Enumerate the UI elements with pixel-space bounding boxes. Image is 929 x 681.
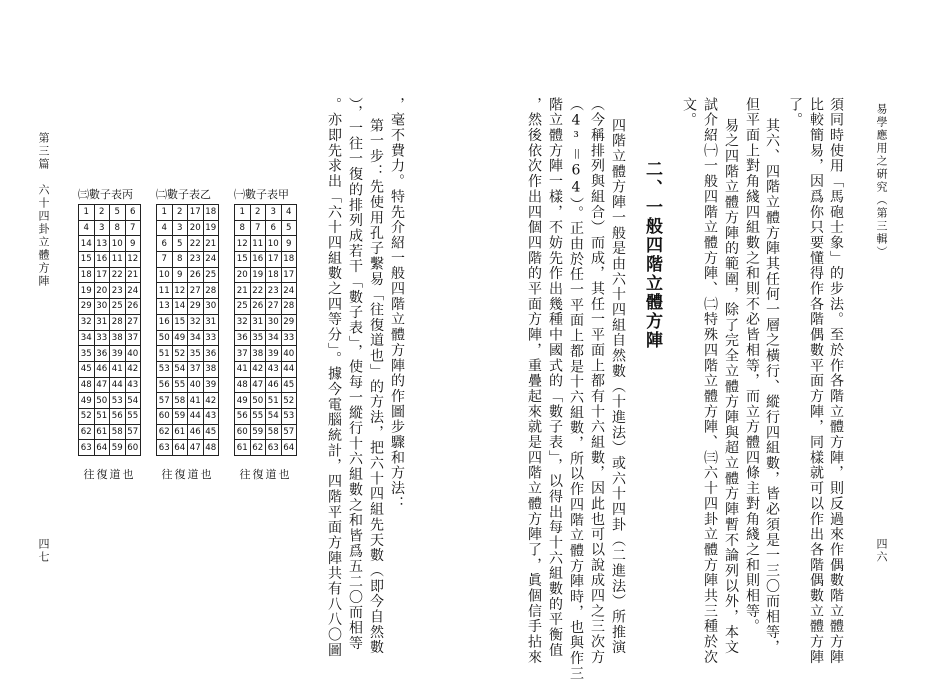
table-footer: 往復道也: [239, 468, 292, 481]
table-cell: 20: [235, 267, 251, 283]
table-cell: 45: [79, 361, 95, 377]
table-cell: 51: [157, 346, 173, 362]
table-cell: 1: [235, 205, 251, 221]
table-cell: 22: [110, 267, 126, 283]
table-cell: 26: [188, 267, 204, 283]
running-head: 第三篇 六十四卦立體方陣: [37, 132, 50, 288]
text-column: 第一步：先使用孔子繫易「往復道也」的方法，把六十四組先天數（即今自然數: [368, 118, 384, 656]
table-row: [235, 267, 297, 283]
table-cell: 4: [157, 220, 173, 236]
table-cell: 6: [125, 205, 141, 221]
table-cell: 30: [203, 299, 219, 315]
table-grid: [234, 204, 297, 456]
table-cell: 49: [235, 393, 251, 409]
table-cell: 20: [94, 283, 110, 299]
table-cell: 28: [110, 314, 126, 330]
table-row: [235, 346, 297, 362]
table-row: [157, 267, 219, 283]
number-table-c: [78, 186, 141, 482]
table-cell: 36: [203, 346, 219, 362]
table-row: [79, 299, 141, 315]
table-cell: 14: [79, 236, 95, 252]
table-row: [235, 205, 297, 221]
table-row: [235, 314, 297, 330]
table-cell: 41: [110, 361, 126, 377]
table-cell: 64: [281, 440, 297, 456]
table-cell: 50: [157, 330, 173, 346]
table-row: [79, 220, 141, 236]
table-cell: 52: [281, 393, 297, 409]
table-cell: 47: [188, 440, 204, 456]
table-cell: 12: [172, 283, 188, 299]
table-cell: 64: [94, 440, 110, 456]
table-cell: 7: [157, 252, 173, 268]
text-column: ，毫不費力。特先介紹一般四階立體方陣的作圖步驟和方法：: [389, 97, 405, 512]
table-cell: 17: [188, 205, 204, 221]
table-cell: 40: [125, 346, 141, 362]
table-cell: 52: [79, 408, 95, 424]
table-cell: 53: [157, 361, 173, 377]
table-cell: 11: [157, 283, 173, 299]
table-title: ㈡數子表乙: [156, 188, 211, 201]
table-row: [79, 205, 141, 221]
table-cell: 16: [94, 252, 110, 268]
table-cell: 48: [79, 377, 95, 393]
table-cell: 2: [250, 205, 266, 221]
table-row: [235, 299, 297, 315]
table-cell: 24: [125, 283, 141, 299]
table-cell: 22: [188, 236, 204, 252]
table-cell: 63: [266, 440, 282, 456]
table-row: [157, 236, 219, 252]
table-cell: 10: [110, 236, 126, 252]
table-cell: 27: [266, 299, 282, 315]
table-row: [157, 252, 219, 268]
table-cell: 8: [235, 220, 251, 236]
table-cell: 59: [172, 408, 188, 424]
table-cell: 2: [172, 205, 188, 221]
table-cell: 19: [203, 220, 219, 236]
table-row: [235, 393, 297, 409]
table-cell: 52: [172, 346, 188, 362]
table-cell: 55: [250, 408, 266, 424]
table-cell: 35: [79, 346, 95, 362]
table-row: [157, 393, 219, 409]
table-cell: 3: [94, 220, 110, 236]
table-cell: 33: [203, 330, 219, 346]
table-cell: 27: [125, 314, 141, 330]
table-cell: 42: [250, 361, 266, 377]
table-cell: 20: [188, 220, 204, 236]
table-cell: 23: [266, 283, 282, 299]
table-cell: 58: [172, 393, 188, 409]
table-cell: 42: [125, 361, 141, 377]
text-column: （今稱排列與組合）而成，其任一平面上都有十六組數，因此也可以說成四之三次方: [589, 97, 605, 665]
table-cell: 50: [250, 393, 266, 409]
table-cell: 62: [250, 440, 266, 456]
table-row: [157, 330, 219, 346]
table-cell: 15: [79, 252, 95, 268]
table-cell: 46: [94, 361, 110, 377]
table-cell: 54: [172, 361, 188, 377]
table-cell: 18: [281, 252, 297, 268]
table-cell: 58: [266, 424, 282, 440]
table-cell: 43: [125, 377, 141, 393]
table-cell: 3: [266, 205, 282, 221]
table-cell: 60: [157, 408, 173, 424]
table-row: [79, 408, 141, 424]
table-row: [235, 236, 297, 252]
table-cell: 55: [125, 408, 141, 424]
table-footer: 往復道也: [83, 468, 136, 481]
text-column: 文。: [681, 97, 697, 128]
right-page: [465, 0, 929, 681]
table-cell: 59: [110, 440, 126, 456]
table-row: [157, 377, 219, 393]
table-cell: 24: [203, 252, 219, 268]
text-column: （4³＝64）。正由於任一平面上都是十六組數，所以作四階立體方陣時，也與作三: [568, 97, 584, 681]
table-cell: 48: [235, 377, 251, 393]
table-cell: 37: [125, 330, 141, 346]
table-cell: 57: [157, 393, 173, 409]
table-cell: 16: [157, 314, 173, 330]
table-footer: 往復道也: [161, 468, 214, 481]
running-head: 易學應用之硏究（第三輯）: [875, 103, 888, 259]
table-cell: 15: [172, 314, 188, 330]
table-cell: 61: [94, 424, 110, 440]
table-cell: 8: [172, 252, 188, 268]
table-cell: 30: [266, 314, 282, 330]
table-cell: 30: [94, 299, 110, 315]
text-column: 試介紹㈠一般四階立體方陣、㈡特殊四階立體方陣、㈢六十四卦立體方陣共三種於次: [702, 97, 718, 665]
page-number: 四六: [875, 538, 888, 564]
table-cell: 18: [79, 267, 95, 283]
table-cell: 23: [188, 252, 204, 268]
table-cell: 36: [94, 346, 110, 362]
table-row: [235, 252, 297, 268]
table-row: [235, 283, 297, 299]
text-column: 其六、四階立體方陣其任何一層之橫行、縱行四組數，皆必須是一三〇而相等，: [764, 118, 780, 656]
table-cell: 41: [235, 361, 251, 377]
table-cell: 44: [281, 361, 297, 377]
table-cell: 45: [203, 424, 219, 440]
table-cell: 29: [281, 314, 297, 330]
table-cell: 45: [281, 377, 297, 393]
table-row: [79, 283, 141, 299]
table-cell: 39: [266, 346, 282, 362]
table-cell: 15: [235, 252, 251, 268]
table-row: [157, 205, 219, 221]
table-cell: 62: [157, 424, 173, 440]
table-cell: 4: [79, 220, 95, 236]
table-row: [235, 424, 297, 440]
table-cell: 27: [188, 283, 204, 299]
table-cell: 6: [266, 220, 282, 236]
table-cell: 24: [281, 283, 297, 299]
table-cell: 39: [203, 377, 219, 393]
table-cell: 19: [250, 267, 266, 283]
table-cell: 43: [266, 361, 282, 377]
table-cell: 63: [157, 440, 173, 456]
table-cell: 32: [188, 314, 204, 330]
table-cell: 39: [110, 346, 126, 362]
text-column: 但平面上對角綫四組數之和則不必皆相等，而立方體四條主對角綫之和則相等。: [744, 97, 760, 635]
table-row: [79, 314, 141, 330]
table-cell: 56: [235, 408, 251, 424]
table-cell: 11: [250, 236, 266, 252]
table-cell: 47: [250, 377, 266, 393]
table-cell: 38: [110, 330, 126, 346]
table-cell: 23: [110, 283, 126, 299]
table-cell: 57: [125, 424, 141, 440]
table-cell: 34: [79, 330, 95, 346]
text-column: 比較簡易，因爲你只要懂得作各階偶數平面方陣，同樣就可以作出各階偶數立體方陣: [808, 97, 824, 665]
table-cell: 1: [79, 205, 95, 221]
table-cell: 51: [94, 408, 110, 424]
table-row: [235, 440, 297, 456]
table-row: [157, 424, 219, 440]
table-cell: 58: [110, 424, 126, 440]
table-cell: 51: [266, 393, 282, 409]
table-cell: 25: [203, 267, 219, 283]
table-cell: 21: [203, 236, 219, 252]
table-cell: 21: [125, 267, 141, 283]
table-cell: 54: [125, 393, 141, 409]
table-row: [79, 424, 141, 440]
table-row: [235, 408, 297, 424]
table-row: [79, 346, 141, 362]
table-cell: 29: [79, 299, 95, 315]
table-cell: 14: [172, 299, 188, 315]
table-cell: 55: [172, 377, 188, 393]
table-cell: 49: [172, 330, 188, 346]
table-cell: 38: [203, 361, 219, 377]
table-cell: 42: [203, 393, 219, 409]
table-cell: 44: [188, 408, 204, 424]
table-cell: 9: [125, 236, 141, 252]
table-cell: 57: [281, 424, 297, 440]
table-cell: 5: [172, 236, 188, 252]
table-cell: 7: [125, 220, 141, 236]
table-cell: 2: [94, 205, 110, 221]
text-column: 四階立體方陣一般是由六十四組自然數（十進法）或六十四卦（二進法）所推演: [610, 118, 626, 656]
table-cell: 26: [250, 299, 266, 315]
table-cell: 5: [110, 205, 126, 221]
table-cell: 54: [266, 408, 282, 424]
table-row: [79, 236, 141, 252]
table-cell: 40: [281, 346, 297, 362]
table-cell: 43: [203, 408, 219, 424]
table-cell: 32: [235, 314, 251, 330]
text-column: 易之四階立體方陣的範圍，除了完全立體方陣與超立體方陣暫不論列以外，本文: [723, 118, 739, 656]
table-cell: 46: [188, 424, 204, 440]
table-cell: 49: [79, 393, 95, 409]
table-cell: 12: [125, 252, 141, 268]
table-cell: 31: [203, 314, 219, 330]
table-cell: 9: [172, 267, 188, 283]
table-cell: 61: [235, 440, 251, 456]
table-cell: 21: [235, 283, 251, 299]
table-cell: 22: [250, 283, 266, 299]
table-title: ㈢數子表丙: [78, 188, 133, 201]
table-cell: 26: [125, 299, 141, 315]
table-cell: 28: [281, 299, 297, 315]
table-row: [157, 220, 219, 236]
table-row: [235, 361, 297, 377]
table-cell: 34: [188, 330, 204, 346]
text-column: 階立體方陣一樣，不妨先作出幾種中國式的「數子表」，以得出每十六組數的平衡值: [547, 97, 563, 658]
table-cell: 56: [110, 408, 126, 424]
table-cell: 34: [266, 330, 282, 346]
table-cell: 50: [94, 393, 110, 409]
table-cell: 6: [157, 236, 173, 252]
table-cell: 3: [172, 220, 188, 236]
table-cell: 11: [110, 252, 126, 268]
table-cell: 10: [157, 267, 173, 283]
table-row: [79, 377, 141, 393]
table-cell: 35: [188, 346, 204, 362]
table-cell: 53: [110, 393, 126, 409]
table-cell: 29: [188, 299, 204, 315]
table-cell: 25: [235, 299, 251, 315]
table-cell: 8: [110, 220, 126, 236]
table-cell: 25: [110, 299, 126, 315]
table-cell: 37: [235, 346, 251, 362]
table-cell: 53: [281, 408, 297, 424]
table-grid: [156, 204, 219, 456]
table-cell: 12: [235, 236, 251, 252]
text-column: ，然後依次作出四個四階的平面方陣，重疊起來就是四階立體方陣了，眞個信手拈來: [526, 97, 542, 665]
table-cell: 10: [266, 236, 282, 252]
table-cell: 62: [79, 424, 95, 440]
text-column: 了。: [787, 97, 803, 128]
table-cell: 56: [157, 377, 173, 393]
table-cell: 18: [266, 267, 282, 283]
table-cell: 48: [203, 440, 219, 456]
table-row: [79, 440, 141, 456]
table-row: [79, 252, 141, 268]
table-row: [157, 346, 219, 362]
table-cell: 7: [250, 220, 266, 236]
table-row: [79, 330, 141, 346]
table-cell: 47: [94, 377, 110, 393]
table-cell: 33: [281, 330, 297, 346]
table-cell: 13: [94, 236, 110, 252]
table-cell: 38: [250, 346, 266, 362]
section-heading: 二、一般四階立體方陣: [642, 160, 662, 350]
text-column: 須同時使用「馬砲士象」的步法。至於作各階立體方陣，則反過來作偶數階立體方陣: [828, 97, 844, 665]
left-page: [0, 0, 464, 659]
table-cell: 9: [281, 236, 297, 252]
table-cell: 17: [281, 267, 297, 283]
table-cell: 40: [188, 377, 204, 393]
table-cell: 17: [266, 252, 282, 268]
table-row: [79, 393, 141, 409]
table-row: [79, 361, 141, 377]
table-row: [157, 299, 219, 315]
table-grid: [78, 204, 141, 456]
table-cell: 59: [250, 424, 266, 440]
table-cell: 61: [172, 424, 188, 440]
table-cell: 16: [250, 252, 266, 268]
table-row: [157, 283, 219, 299]
page-number: 四七: [37, 538, 50, 564]
text-column: ），一往一復的排列成若干「數子表」，使每一縱行十六組數之和皆爲五二〇而相等: [347, 97, 363, 651]
table-cell: 32: [79, 314, 95, 330]
table-cell: 28: [203, 283, 219, 299]
table-cell: 64: [172, 440, 188, 456]
table-cell: 33: [94, 330, 110, 346]
table-cell: 31: [250, 314, 266, 330]
number-table-b: [156, 186, 219, 482]
table-row: [157, 408, 219, 424]
table-cell: 31: [94, 314, 110, 330]
table-cell: 46: [266, 377, 282, 393]
table-cell: 63: [79, 440, 95, 456]
text-column: 。亦即先求出「六十四組數之四等分」。據今電腦統計，四階平面方陣共有八八〇圖: [326, 97, 342, 658]
table-cell: 17: [94, 267, 110, 283]
table-row: [157, 361, 219, 377]
table-title: ㈠數子表甲: [234, 188, 289, 201]
number-table-a: [234, 186, 297, 482]
table-cell: 18: [203, 205, 219, 221]
table-row: [157, 440, 219, 456]
table-cell: 1: [157, 205, 173, 221]
table-row: [235, 220, 297, 236]
table-cell: 19: [79, 283, 95, 299]
table-cell: 36: [235, 330, 251, 346]
table-cell: 37: [188, 361, 204, 377]
table-row: [235, 377, 297, 393]
table-cell: 60: [235, 424, 251, 440]
table-cell: 41: [188, 393, 204, 409]
table-cell: 35: [250, 330, 266, 346]
table-cell: 13: [157, 299, 173, 315]
table-row: [235, 330, 297, 346]
table-cell: 60: [125, 440, 141, 456]
table-cell: 44: [110, 377, 126, 393]
table-cell: 4: [281, 205, 297, 221]
table-cell: 5: [281, 220, 297, 236]
table-row: [157, 314, 219, 330]
table-row: [79, 267, 141, 283]
